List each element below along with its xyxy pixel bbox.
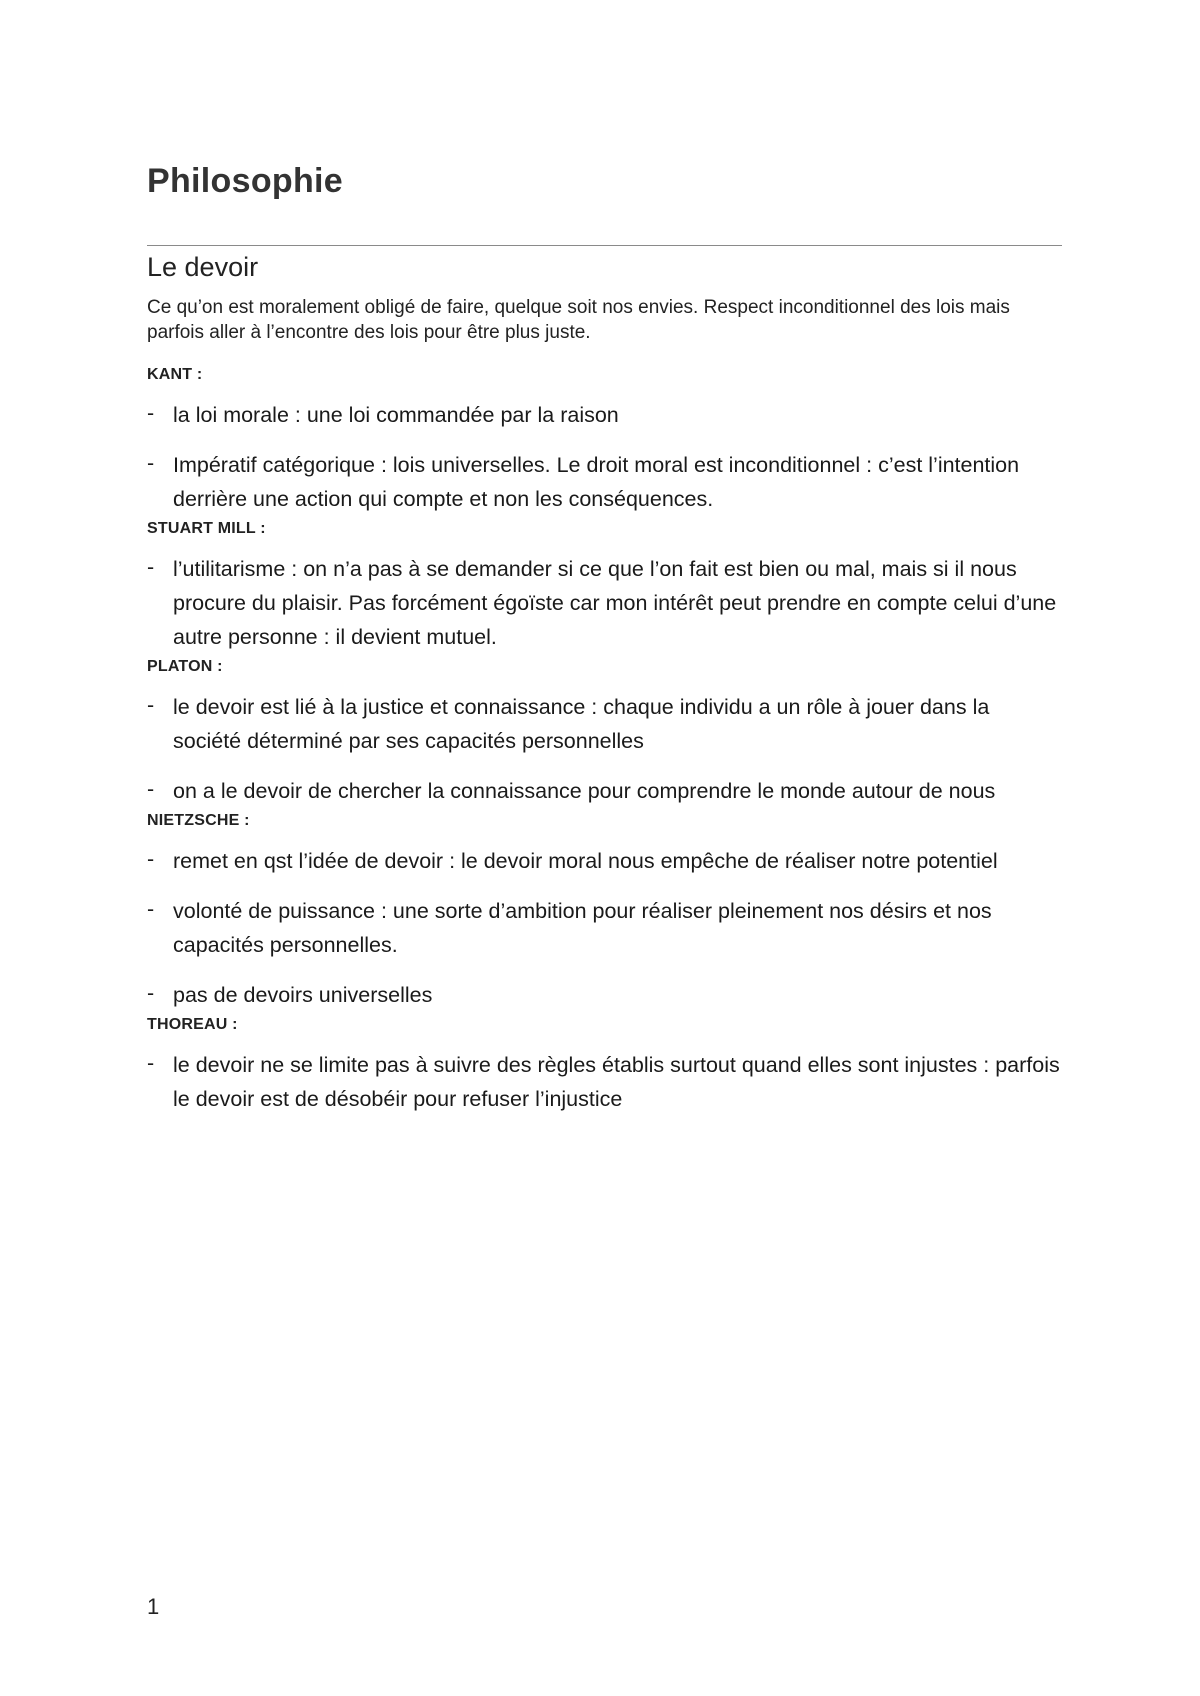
list-item-text: le devoir ne se limite pas à suivre des règles établis surtout quand elles sont injustes : parfois le devoir est de désobéir pour refuser l’injustice — [173, 1053, 1060, 1111]
page-number: 1 — [147, 1594, 160, 1619]
author-heading: STUART MILL : — [147, 520, 266, 537]
list-item — [147, 1048, 1062, 1116]
list-item-text: pas de devoirs universelles — [173, 983, 433, 1007]
bullet-list — [147, 844, 1062, 1012]
dash-bullet: - — [147, 981, 155, 1005]
author-section — [147, 520, 1062, 654]
list-item-text: volonté de puissance : une sorte d’ambition pour réaliser pleinement nos désirs et nos capacités personnelles. — [173, 899, 992, 957]
dash-bullet: - — [147, 693, 155, 717]
bullet-list — [147, 552, 1062, 654]
bullet-list — [147, 1048, 1062, 1116]
dash-bullet: - — [147, 777, 155, 801]
dash-bullet: - — [147, 451, 155, 475]
author-section — [147, 812, 1062, 1012]
dash-bullet: - — [147, 1051, 155, 1075]
document-title: Philosophie — [147, 162, 343, 200]
intro-paragraph: Ce qu’on est moralement obligé de faire, quelque soit nos envies. Respect inconditionnel des lois mais parfois aller à l’encontre des lois pour être plus juste. — [147, 297, 1010, 343]
notes-content — [147, 366, 1062, 1120]
bullet-list — [147, 690, 1062, 808]
dash-bullet: - — [147, 847, 155, 871]
list-item — [147, 774, 1062, 808]
list-item-text: le devoir est lié à la justice et connaissance : chaque individu a un rôle à jouer dans la société déterminé par ses capacités personnelles — [173, 695, 990, 753]
author-section — [147, 366, 1062, 516]
list-item-text: la loi morale : une loi commandée par la raison — [173, 403, 619, 427]
author-heading: NIETZSCHE : — [147, 812, 250, 829]
list-item — [147, 894, 1062, 962]
list-item — [147, 844, 1062, 878]
list-item — [147, 552, 1062, 654]
author-heading: KANT : — [147, 366, 203, 383]
list-item — [147, 448, 1062, 516]
list-item — [147, 398, 1062, 432]
list-item — [147, 978, 1062, 1012]
dash-bullet: - — [147, 555, 155, 579]
list-item-text: l’utilitarisme : on n’a pas à se demander si ce que l’on fait est bien ou mal, mais si il nous procure du plaisir. Pas forcément égoïste car mon intérêt peut prendre en compte celui d’une autre personne : il devient mutuel. — [173, 557, 1057, 649]
dash-bullet: - — [147, 401, 155, 425]
list-item-text: on a le devoir de chercher la connaissance pour comprendre le monde autour de nous — [173, 779, 996, 803]
section-title: Le devoir — [147, 252, 259, 282]
title-divider — [147, 245, 1062, 246]
dash-bullet: - — [147, 897, 155, 921]
bullet-list — [147, 398, 1062, 516]
list-item-text: Impératif catégorique : lois universelles. Le droit moral est inconditionnel : c’est l’intention derrière une action qui compte et non les conséquences. — [173, 453, 1020, 511]
list-item-text: remet en qst l’idée de devoir : le devoir moral nous empêche de réaliser notre potentiel — [173, 849, 998, 873]
author-section — [147, 1016, 1062, 1116]
author-section — [147, 658, 1062, 808]
author-heading: PLATON : — [147, 658, 223, 675]
list-item — [147, 690, 1062, 758]
author-heading: THOREAU : — [147, 1016, 238, 1033]
